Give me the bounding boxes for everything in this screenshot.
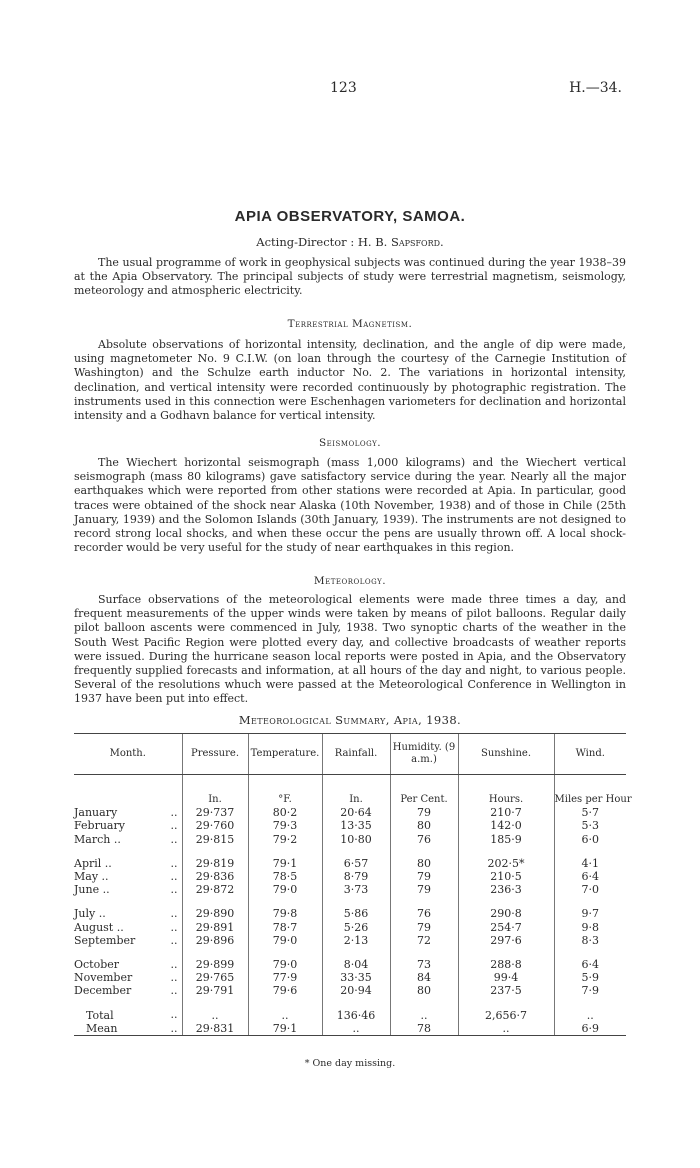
table-header-row [74,734,626,775]
table-cell: 290·8 [458,907,554,920]
footnote: * One day missing. [304,1058,396,1069]
table-cell: 99·4 [458,971,554,984]
table-cell: 29·891 [182,921,248,934]
table-cell: 79·1 [248,1022,322,1036]
table-cell: 236·3 [458,883,554,896]
table-cell: 29·815 [182,833,248,846]
table-caption: Meteorological Summary, Apia, 1938. [238,713,462,727]
table-cell: 77·9 [248,971,322,984]
table-cell: 254·7 [458,921,554,934]
table-cell: 29·831 [182,1022,248,1036]
table-cell: 3·73 [322,883,390,896]
leader-dots: .. [170,1021,178,1035]
intro-paragraph: The usual programme of work in geophysical subjects was continued during the year 1938–39 at the Apia Observatory. The principal subjects of study were terrestrial magnetism, seismology, meteorology and atmospheric electricity. [74,256,626,298]
table-cell: 79·0 [248,934,322,947]
row-label-text: July .. [74,907,106,921]
row-label-text: March .. [74,832,121,846]
spacer-cell [322,896,390,907]
table-row [74,857,626,870]
table-cell: 6·4 [554,870,626,883]
table-cell: 8·79 [322,870,390,883]
section-text-seismology: The Wiechert horizontal seismograph (mass 1,000 kilograms) and the Wiechert vertical seismograph (mass 80 kilograms) gave satisfactory service during the year. Nearly all the major earthquakes which were reported from other stations were recorded at Apia. In particular, good traces were obtained of the shock near Alaska (10th November, 1938) and of those in Chile (25th January, 1939) and the Solomon Islands (30th January, 1939). The instruments are not designed to record strong local shocks, and when these occur the pens are usually thrown off. A local shock-recorder would be very useful for the study of near earthquakes in this region. [74,456,626,555]
row-label [74,857,182,870]
table-cell: .. [458,1022,554,1036]
table-cell: 2·13 [322,934,390,947]
row-label-text: September [74,933,136,947]
table-cell: .. [554,1008,626,1021]
table-cell: 29·737 [182,806,248,819]
table-cell: 6·57 [322,857,390,870]
table-row [74,907,626,920]
director-line [0,235,700,249]
row-label-text: October [74,957,120,971]
table-cell: 4·1 [554,857,626,870]
table-cell: .. [248,1008,322,1021]
table-cell: 2,656·7 [458,1008,554,1021]
row-label [74,907,182,920]
table-cell: 7·0 [554,883,626,896]
unit-cell: In. [322,775,390,807]
column-header: Humidity. (9 a.m.) [390,734,458,775]
table-cell: 79·0 [248,883,322,896]
table-row [74,819,626,832]
row-label-text: Mean [86,1021,118,1035]
table-cell: 20·94 [322,984,390,997]
row-label-text: June .. [74,883,110,897]
spacer-cell [554,947,626,958]
row-label [74,984,182,997]
table-cell: 7·9 [554,984,626,997]
table-cell: 29·765 [182,971,248,984]
meteorological-summary-table [74,733,632,1036]
table-row [74,806,626,819]
spacer-cell [248,947,322,958]
row-label [74,883,182,896]
unit-cell: Hours. [458,775,554,807]
spacer-cell [74,997,182,1008]
table-cell: 79 [390,806,458,819]
row-label [74,921,182,934]
row-label [74,934,182,947]
table-cell: 29·819 [182,857,248,870]
table-cell: 10·80 [322,833,390,846]
leader-dots: .. [170,856,178,870]
table-cell: 76 [390,907,458,920]
leader-dots: .. [170,819,178,833]
spacer-cell [390,997,458,1008]
row-label [74,1008,182,1021]
row-label-text: Total [86,1008,114,1022]
spacer-cell [322,846,390,857]
spacer-cell [458,846,554,857]
spacer-cell [390,947,458,958]
table-cell: 142·0 [458,819,554,832]
table-cell: 5·86 [322,907,390,920]
table-cell: 29·760 [182,819,248,832]
table-cell: 8·04 [322,958,390,971]
director-label: Acting-Director : H. B. [256,235,388,249]
spacer-cell [182,997,248,1008]
table-cell: 202·5* [458,857,554,870]
table-row [74,870,626,883]
mean-row [74,1022,626,1036]
row-label [74,870,182,883]
table-cell: .. [322,1022,390,1036]
table-cell: 29·890 [182,907,248,920]
spacer-row [74,947,626,958]
spacer-cell [390,846,458,857]
spacer-cell [322,947,390,958]
table-cell: 9·7 [554,907,626,920]
row-label [74,1022,182,1036]
spacer-cell [182,947,248,958]
table-cell: 76 [390,833,458,846]
table-row [74,921,626,934]
leader-dots: .. [170,920,178,934]
table-cell: 29·896 [182,934,248,947]
table-cell: 29·899 [182,958,248,971]
leader-dots: .. [170,832,178,846]
spacer-cell [390,896,458,907]
table-cell: 29·791 [182,984,248,997]
unit-cell: Miles per Hour [554,775,626,807]
page-number: 123 [330,80,357,96]
table-cell: 79·0 [248,958,322,971]
section-text-meteorology: Surface observations of the meteorological elements were made three times a day, and frequent measurements of the upper winds were taken by means of pilot balloons. Regular daily pilot balloon ascents were commenced in July, 1938. Two synoptic charts of the weather in the South West Pacific Region were plotted every day, and collective broadcasts of weather reports were issued. During the hurricane season local reports were posted in Apia, and the Observatory frequently supplied forecasts and information, at all hours of the day and night, to various people. Several of the resolutions whuch were passed at the Meteorological Conference in Wellington in 1937 have been put into effect. [74,593,626,706]
leader-dots: .. [170,907,178,921]
table-cell: 79 [390,883,458,896]
table-cell: 13·35 [322,819,390,832]
spacer-cell [458,896,554,907]
leader-dots: .. [170,971,178,985]
table-cell: 237·5 [458,984,554,997]
spacer-row [74,997,626,1008]
row-label-text: August .. [74,920,124,934]
leader-dots: .. [170,1008,178,1022]
spacer-row [74,846,626,857]
table-cell: 79·8 [248,907,322,920]
table-cell: 288·8 [458,958,554,971]
director-name: Sapsford. [390,235,444,249]
table-cell: 5·26 [322,921,390,934]
section-heading-meteorology: Meteorology. [313,575,387,587]
row-label-text: January [74,806,118,820]
table-cell: 9·8 [554,921,626,934]
spacer-cell [74,846,182,857]
table-cell: 6·4 [554,958,626,971]
row-label [74,958,182,971]
spacer-cell [554,846,626,857]
spacer-cell [554,896,626,907]
unit-cell: In. [182,775,248,807]
total-row [74,1008,626,1021]
spacer-cell [458,997,554,1008]
column-header: Month. [74,734,182,775]
table-cell: 72 [390,934,458,947]
table-row [74,883,626,896]
table-cell: 79 [390,870,458,883]
table-cell: 5·3 [554,819,626,832]
leader-dots: .. [170,806,178,820]
spacer-cell [554,997,626,1008]
leader-dots: .. [170,957,178,971]
page-title: APIA OBSERVATORY, SAMOA. [234,208,466,225]
table-cell: 79 [390,921,458,934]
leader-dots: .. [170,883,178,897]
table-cell: 29·872 [182,883,248,896]
table-cell: 79·1 [248,857,322,870]
column-header: Pressure. [182,734,248,775]
column-header: Temperature. [248,734,322,775]
spacer-cell [182,846,248,857]
section-text-magnetism: Absolute observations of horizontal intensity, declination, and the angle of dip were made, using magnetometer No. 9 C.I.W. (on loan through the courtesy of the Carnegie Institution of Washington) and the Schulze earth inductor No. 2. The variations in horizontal intensity, declination, and vertical intensity were recorded continuously by photographic registration. The instruments used in this connection were Eschenhagen variometers for declination and horizontal intensity and a Godhavn balance for vertical intensity. [74,338,626,423]
document-reference: H.—34. [569,80,622,96]
spacer-row [74,896,626,907]
units-row [74,775,626,807]
table-cell: 29·836 [182,870,248,883]
table-cell: 6·9 [554,1022,626,1036]
row-label-text: April .. [74,856,112,870]
table-cell: 136·46 [322,1008,390,1021]
table-cell: 8·3 [554,934,626,947]
table-cell: 80·2 [248,806,322,819]
table-cell: 185·9 [458,833,554,846]
table-row [74,971,626,984]
table-cell: 210·5 [458,870,554,883]
spacer-cell [322,997,390,1008]
row-label-text: November [74,971,133,985]
row-label-text: February [74,819,125,833]
table-row [74,958,626,971]
unit-cell: Per Cent. [390,775,458,807]
row-label [74,806,182,819]
section-heading-magnetism: Terrestrial Magnetism. [287,318,413,330]
table-cell: 33·35 [322,971,390,984]
table-cell: 210·7 [458,806,554,819]
column-header: Sunshine. [458,734,554,775]
row-label-text: May .. [74,870,109,884]
table-cell: 6·0 [554,833,626,846]
spacer-cell [248,846,322,857]
table-cell: 79·3 [248,819,322,832]
row-label [74,819,182,832]
table-row [74,984,626,997]
table-cell: 80 [390,819,458,832]
spacer-cell [458,947,554,958]
table-cell: 79·2 [248,833,322,846]
row-label [74,971,182,984]
table-cell: 84 [390,971,458,984]
table-cell: 79·6 [248,984,322,997]
section-heading-seismology: Seismology. [318,437,382,449]
table-cell: 297·6 [458,934,554,947]
spacer-cell [248,997,322,1008]
leader-dots: .. [170,933,178,947]
unit-cell: °F. [248,775,322,807]
unit-cell [74,775,182,807]
leader-dots: .. [170,984,178,998]
leader-dots: .. [170,869,178,883]
spacer-cell [182,896,248,907]
table-cell: 20·64 [322,806,390,819]
table-cell: 78·7 [248,921,322,934]
table-cell: .. [390,1008,458,1021]
table-cell: 5·9 [554,971,626,984]
table-cell: 78 [390,1022,458,1036]
table-row [74,833,626,846]
table-cell: 73 [390,958,458,971]
row-label [74,833,182,846]
table-cell: 80 [390,857,458,870]
column-header: Wind. [554,734,626,775]
spacer-cell [248,896,322,907]
table-cell: 80 [390,984,458,997]
table-cell: 78·5 [248,870,322,883]
spacer-cell [74,896,182,907]
table-cell: 5·7 [554,806,626,819]
table-row [74,934,626,947]
row-label-text: December [74,984,132,998]
table-cell: .. [182,1008,248,1021]
spacer-cell [74,947,182,958]
column-header: Rainfall. [322,734,390,775]
